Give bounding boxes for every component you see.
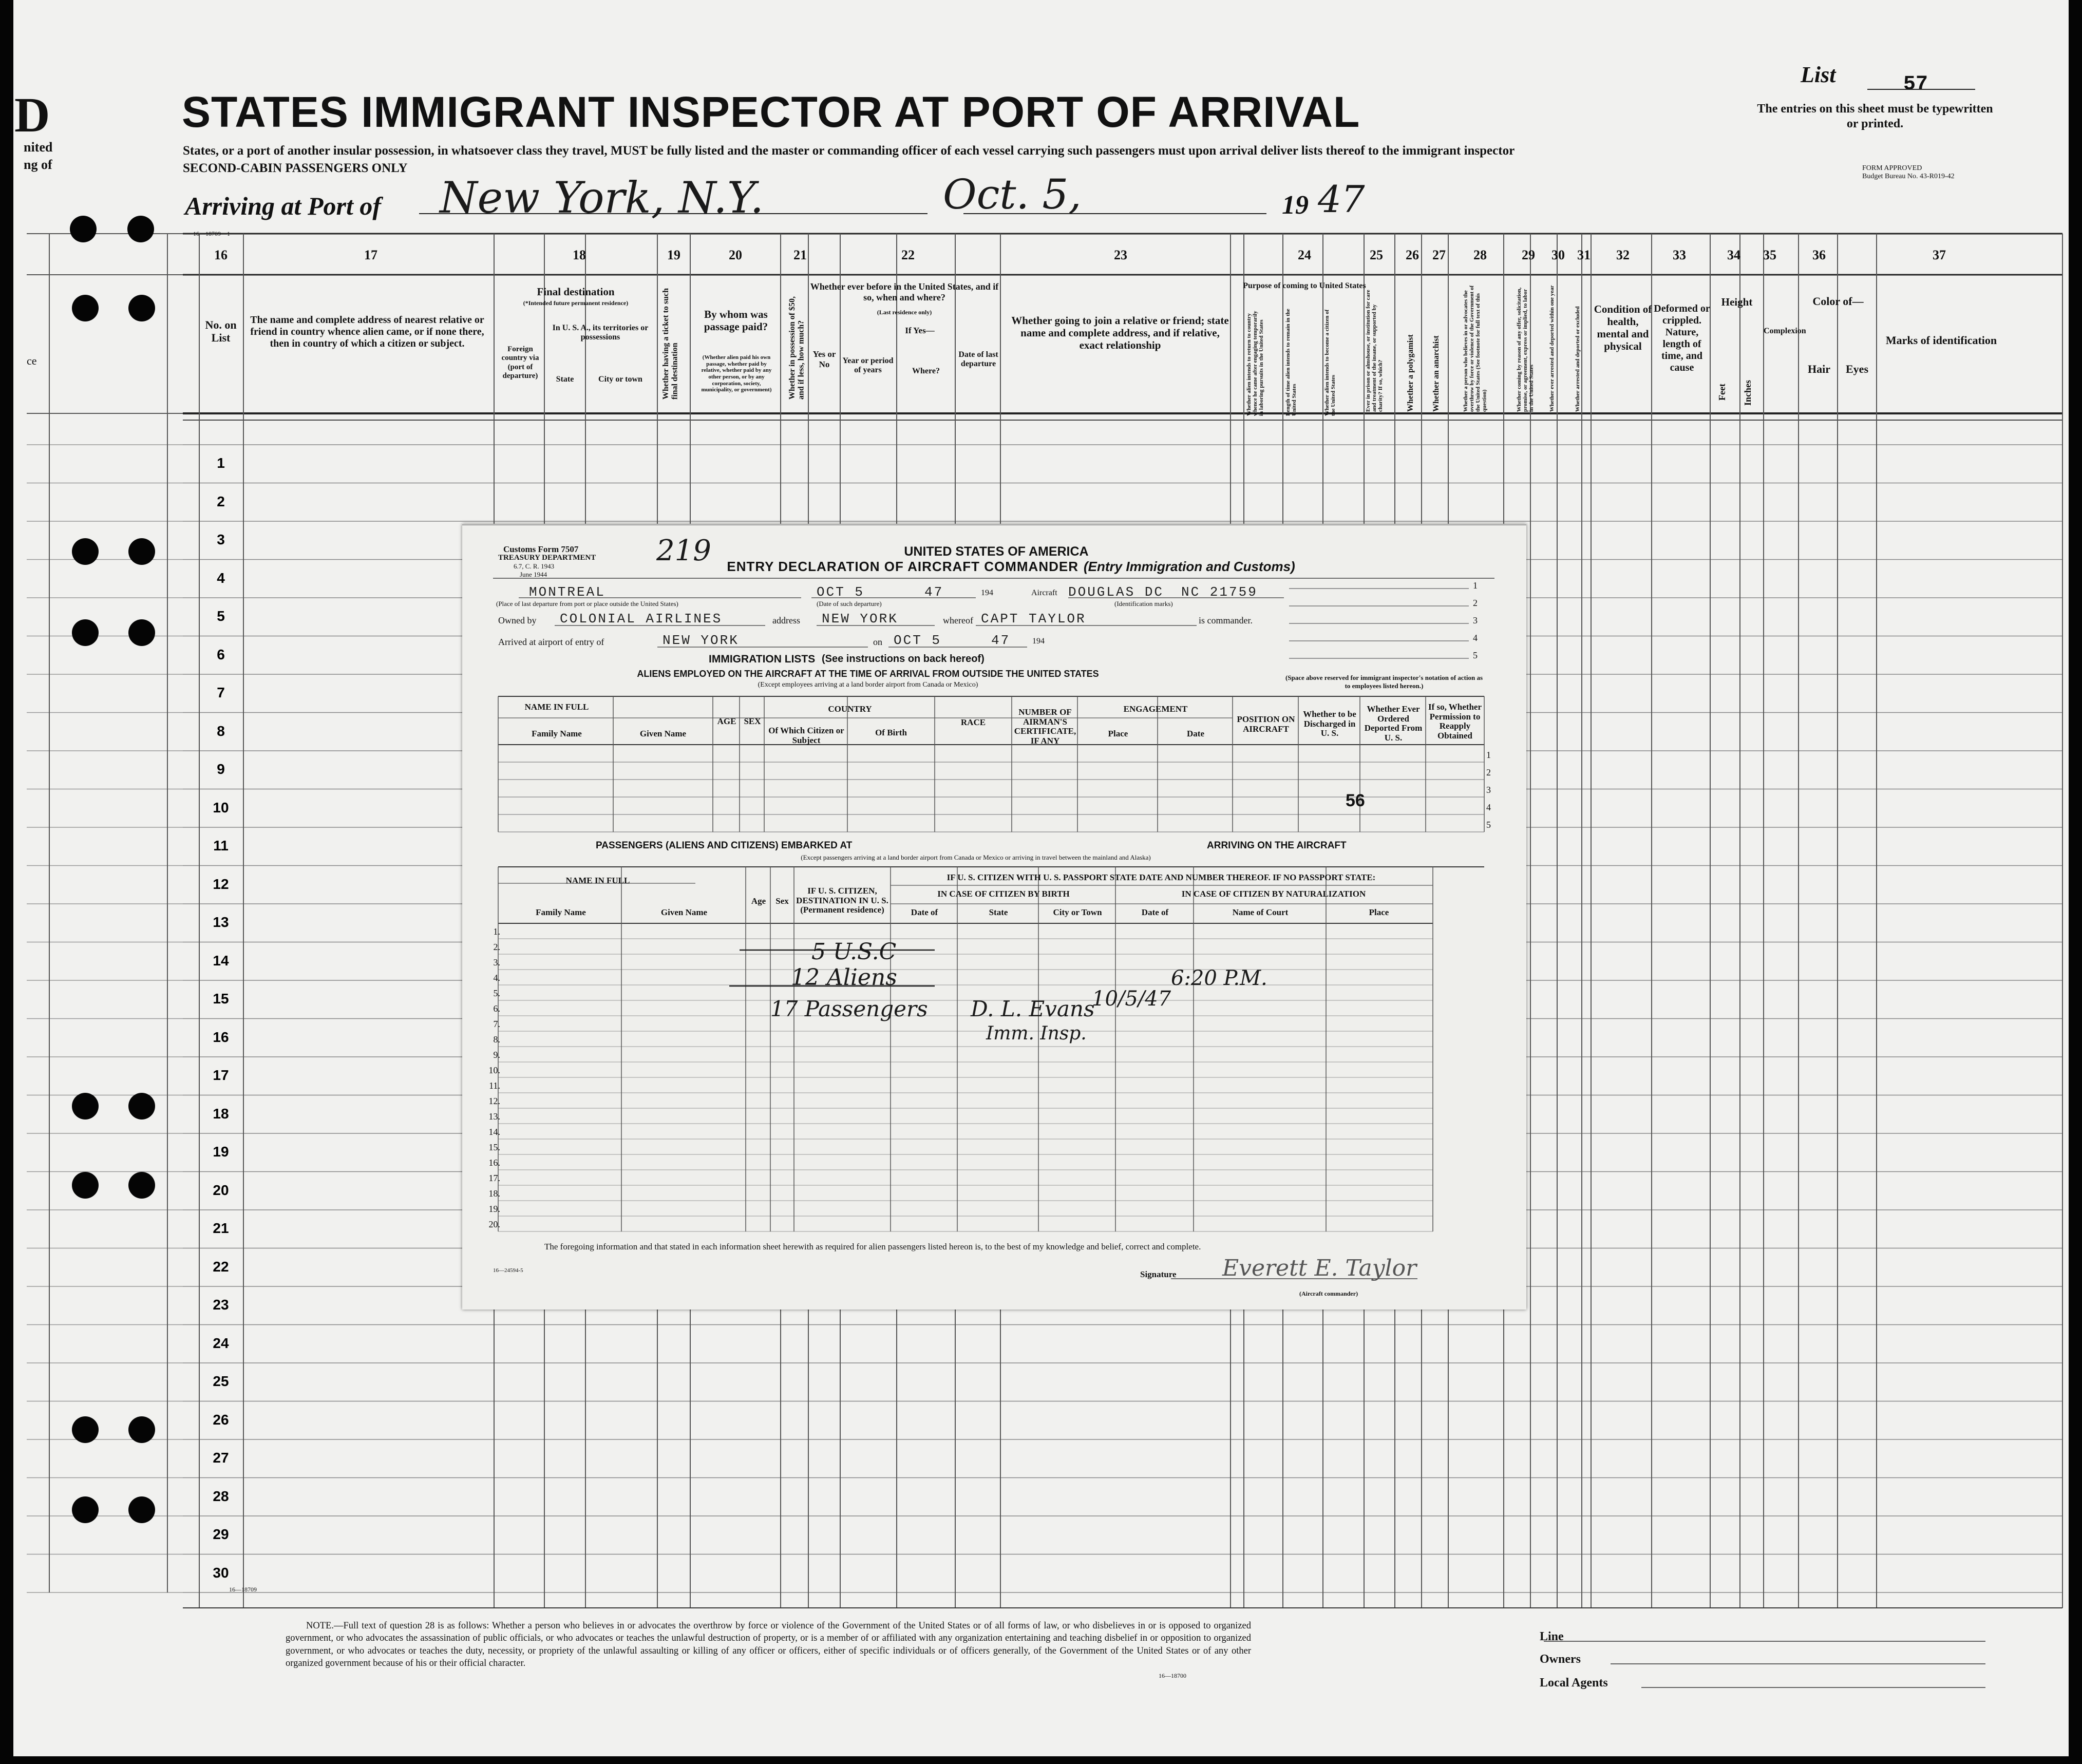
col-header-34-feet: Feet	[1717, 384, 1727, 401]
aliens-title: ALIENS EMPLOYED ON THE AIRCRAFT AT THE TIME OF ARRIVAL FROM OUTSIDE THE UNITED STATES	[637, 669, 1099, 679]
punch-hole	[128, 1093, 155, 1120]
crew-header-position: POSITION ON AIRCRAFT	[1237, 714, 1295, 734]
owners-label: Owners	[1540, 1653, 1581, 1666]
col-header-24-a: Whether alien intends to return to country whence he came after engaging temporarily in laboring pursuits in the United States	[1246, 311, 1265, 416]
row-number: 21	[213, 1220, 229, 1236]
col-header-31: Whether arrested and deported or excluded	[1575, 306, 1581, 412]
passenger-row-number: 20.	[488, 1219, 500, 1229]
left-edge-letter: D	[14, 87, 50, 142]
col-header-24-c: Whether alien intends to become a citizen of the United States	[1324, 309, 1337, 416]
col-header-22-year: Year or period of years	[842, 356, 894, 375]
crew-header-sex: SEX	[744, 716, 761, 726]
commander-name: CAPT TAYLOR	[981, 611, 1086, 627]
passenger-row-number: 6.	[493, 1003, 500, 1014]
crew-header-place: Place	[1108, 729, 1128, 738]
col-header-34-inches: Inches	[1743, 380, 1753, 406]
pass-header-destination: IF U. S. CITIZEN, DESTINATION IN U. S. (Permanent residence)	[796, 886, 888, 915]
col-header-22-date: Date of last departure	[958, 350, 998, 369]
pass-header-by-birth: IN CASE OF CITIZEN BY BIRTH	[937, 889, 1070, 899]
passenger-row-number: 5.	[493, 988, 500, 998]
row-number: 18	[213, 1105, 229, 1122]
col-number-29: 29	[1522, 248, 1535, 262]
aircraft-label: Aircraft	[1031, 589, 1057, 597]
whereof-label: whereof	[943, 615, 973, 625]
row-number: 5	[217, 608, 225, 624]
passenger-row-number: 7.	[493, 1019, 500, 1029]
departure-year: 47	[924, 584, 944, 600]
col-header-22-yesno: Yes or No	[812, 349, 836, 369]
handwritten-passengers: 17 Passengers	[770, 996, 928, 1021]
pass-header-sex: Sex	[775, 896, 789, 906]
form-code-note: 16—18700	[1159, 1672, 1186, 1679]
crew-header-country: COUNTRY	[828, 704, 872, 714]
reserved-line-number: 4	[1473, 633, 1478, 643]
pass-header-date-of-2: Date of	[1141, 907, 1169, 917]
col-number-22: 22	[901, 248, 915, 262]
col-number-32: 32	[1616, 248, 1630, 262]
passenger-row-number: 2.	[493, 942, 500, 952]
col-header-24: Purpose of coming to United States	[1243, 281, 1366, 290]
row-number: 7	[217, 685, 225, 700]
passenger-row-number: 4.	[493, 973, 500, 983]
col-number-17: 17	[364, 248, 377, 262]
row-number: 30	[213, 1564, 229, 1581]
col-header-22-sub: (Last residence only)	[877, 309, 932, 316]
owned-by-label: Owned by	[498, 615, 537, 625]
col-number-27: 27	[1432, 248, 1446, 262]
passenger-row-number: 10.	[488, 1065, 500, 1075]
on-label: on	[873, 637, 882, 647]
crew-row-number: 1	[1486, 750, 1491, 760]
col-header-20-sub: (Whether alien paid his own passage, whether paid by relative, whether paid by any other person, or by any corporation, society, municipality, or government)	[701, 354, 772, 393]
col-header-35: Complexion	[1764, 327, 1806, 335]
crew-header-date: Date	[1187, 729, 1204, 738]
arrived-label: Arrived at airport of entry of	[498, 637, 604, 647]
col-header-18-title: Final destination	[537, 286, 615, 298]
crew-header-race: RACE	[960, 717, 986, 727]
row-number: 11	[213, 838, 229, 853]
crew-header-age: AGE	[717, 716, 736, 726]
row-number: 27	[213, 1450, 229, 1466]
punch-hole	[128, 295, 155, 321]
col-header-36-eyes: Eyes	[1846, 363, 1868, 375]
row-number: 23	[213, 1297, 229, 1313]
owner-name: COLONIAL AIRLINES	[560, 611, 723, 627]
local-agents-label: Local Agents	[1540, 1676, 1608, 1690]
arriving-label: Arriving at Port of	[185, 192, 381, 220]
punch-hole	[128, 1172, 155, 1199]
row-number: 4	[217, 570, 225, 586]
row-number: 17	[213, 1067, 229, 1083]
col-header-33: Deformed or crippled. Nature, length of time, and cause	[1654, 303, 1710, 373]
row-number: 16	[213, 1029, 229, 1045]
commander-signature: Everett E. Taylor	[1222, 1255, 1417, 1281]
row-number: 14	[213, 952, 229, 969]
col-number-36: 36	[1812, 248, 1826, 262]
crew-header-certificate: NUMBER OF AIRMAN'S CERTIFICATE, IF ANY	[1014, 707, 1076, 746]
punch-hole	[128, 1416, 155, 1443]
pass-header-given: Given Name	[660, 907, 708, 917]
pass-header-court: Name of Court	[1232, 907, 1289, 917]
row-number: 15	[213, 991, 229, 1007]
col-header-no-on-list: No. on List	[205, 318, 237, 345]
pass-header-city: City or Town	[1053, 907, 1102, 917]
handwritten-usc: 5 U.S.C	[811, 939, 897, 965]
row-number: 9	[217, 761, 225, 777]
list-number: 57	[1903, 73, 1928, 96]
pass-header-place: Place	[1369, 907, 1389, 917]
commander-suffix: is commander.	[1199, 615, 1253, 625]
punch-hole	[128, 1496, 155, 1523]
col-number-31: 31	[1577, 248, 1591, 262]
passenger-row-number: 16.	[488, 1158, 500, 1168]
immigration-lists-title: IMMIGRATION LISTS	[709, 653, 816, 665]
passenger-row-number: 11.	[489, 1080, 500, 1091]
row-number: 1	[217, 455, 225, 471]
departure-place: MONTREAL	[529, 584, 605, 600]
col-number-35: 35	[1763, 248, 1776, 262]
form-approved: FORM APPROVED	[1862, 164, 1922, 172]
certification-text: The foregoing information and that stated in each information sheet herewith as required for alien passengers listed hereon is, to the best of my knowledge and belief, correct and complete.	[544, 1242, 1201, 1251]
handwritten-inspector-title: Imm. Insp.	[986, 1023, 1087, 1044]
col-header-30: Whether ever arrested and deported within one year	[1549, 285, 1555, 412]
punch-hole	[70, 216, 97, 242]
handwritten-date: 10/5/47	[1092, 987, 1171, 1011]
col-number-19: 19	[667, 248, 680, 262]
punch-hole	[72, 295, 99, 321]
crew-header-given: Given Name	[639, 729, 687, 738]
punch-hole	[72, 1496, 99, 1523]
row-number: 6	[217, 646, 225, 662]
owner-address: NEW YORK	[822, 611, 898, 627]
col-header-22-ifyes: If Yes—	[905, 326, 935, 335]
form-code-bottom: 16—18709	[229, 1586, 257, 1593]
arrival-airport: NEW YORK	[663, 633, 739, 648]
row-number: 10	[213, 799, 229, 815]
handwritten-time: 6:20 P.M.	[1171, 966, 1267, 990]
col-header-17: The name and complete address of nearest relative or friend in country whence alien came, or if none there, then in country of which a citizen or subject.	[250, 314, 484, 349]
punch-hole	[72, 619, 99, 646]
list-label: List	[1801, 62, 1836, 87]
col-number-23: 23	[1114, 248, 1127, 262]
passenger-row-number: 14.	[488, 1127, 500, 1137]
col-header-36-hair: Hair	[1808, 363, 1830, 375]
col-number-21: 21	[793, 248, 807, 262]
punch-hole	[127, 216, 154, 242]
form-date: June 1944	[520, 571, 547, 578]
year-suffix-2: 194	[1032, 637, 1045, 646]
departure-date: OCT 5	[817, 584, 865, 600]
col-header-26: Whether a polygamist	[1406, 334, 1415, 412]
crew-header-name: NAME IN FULL	[524, 702, 589, 712]
col-header-32: Condition of health, mental and physical	[1594, 303, 1652, 353]
crew-row-number: 3	[1486, 785, 1491, 795]
row-number: 2	[217, 493, 225, 509]
passengers-sub: (Except passengers arriving at a land border airport from Canada or Mexico or arriving in travel between the mainland and Alaska)	[801, 853, 1151, 861]
col-header-27: Whether an anarchist	[1432, 335, 1441, 412]
year-prefix: 19	[1282, 191, 1309, 220]
punch-hole	[72, 538, 99, 565]
declaration-country: UNITED STATES OF AMERICA	[904, 544, 1089, 559]
pass-header-state: State	[989, 907, 1008, 917]
reserved-line-number: 1	[1473, 580, 1478, 591]
arrival-year: 47	[991, 633, 1011, 648]
immigration-lists-sub: (See instructions on back hereof)	[822, 653, 985, 665]
handwritten-aliens: 12 Aliens	[791, 964, 897, 991]
passenger-row-number: 9.	[493, 1050, 500, 1060]
year-handwritten: 47	[1318, 178, 1365, 221]
declaration-title: ENTRY DECLARATION OF AIRCRAFT COMMANDER	[727, 559, 1078, 574]
aliens-sub: (Except employees arriving at a land border airport from Canada or Mexico)	[758, 681, 978, 689]
punch-hole	[128, 538, 155, 565]
caption-departure-date: (Date of such departure)	[817, 600, 882, 608]
col-number-16: 16	[214, 248, 228, 262]
row-number: 13	[213, 914, 229, 930]
col-header-21: Whether in possession of $50, and if less, how much?	[788, 296, 806, 400]
passenger-row-number: 8.	[493, 1034, 500, 1045]
manifest-subtitle: States, or a port of another insular possession, in whatsoever class they travel, MUST be fully listed and the master or commanding officer of each vessel carrying such passengers must upon arrival deliver lists thereof to the immigrant inspector	[183, 144, 1515, 158]
manifest-title: STATES IMMIGRANT INSPECTOR AT PORT OF ARRIVAL	[182, 88, 1360, 136]
col-number-28: 28	[1473, 248, 1487, 262]
pass-header-family: Family Name	[536, 907, 586, 917]
row-number: 28	[213, 1488, 229, 1504]
crew-row-number: 2	[1486, 767, 1491, 777]
crew-header-deported: Whether Ever Ordered Deported From U. S.	[1364, 704, 1423, 743]
col-number-33: 33	[1673, 248, 1686, 262]
passenger-row-number: 15.	[488, 1142, 500, 1152]
col-header-22-title: Whether ever before in the United States, and if so, when and where?	[810, 281, 999, 302]
declaration-title-sub: (Entry Immigration and Customs)	[1084, 559, 1295, 574]
treasury-department: TREASURY DEPARTMENT	[498, 554, 596, 562]
col-number-25: 25	[1370, 248, 1383, 262]
col-number-18: 18	[573, 248, 586, 262]
aircraft-registration: NC 21759	[1181, 584, 1258, 600]
left-edge-fragment-1: nited	[24, 140, 53, 155]
col-header-34: Height	[1721, 296, 1753, 308]
arrival-date: OCT 5	[894, 633, 942, 648]
aircraft-type: DOUGLAS DC	[1068, 584, 1164, 600]
row-number: 22	[213, 1258, 229, 1275]
row-number: 3	[217, 532, 225, 547]
date-handwritten: Oct. 5,	[943, 170, 1082, 218]
row-number: 19	[213, 1144, 229, 1160]
footnote: NOTE.—Full text of question 28 is as follows: Whether a person who believes in or advocates the overthrow by force or violence of the Government of the United States or of all forms of law, or who disbelieves in or is opposed to organized government, or who advocates the assassination of public officials, or who advocates or teaches the unlawful destruction of property, or is a member of or affiliated with any organization entertaining and teaching disbelief in or opposition to organized government, or who advocates or teaches the duty, necessity, or propriety of the unlawful assaulting or killing of any officer or officers, either of specific individuals or of officers generally, of the Government of the United States or of any other organized government because of his or their official character.	[286, 1621, 1251, 1669]
col-header-19: Whether having a ticket to such final destination	[661, 288, 679, 400]
left-edge-fragment-3: ce	[27, 354, 37, 367]
budget-bureau: Budget Bureau No. 43-R019-42	[1862, 173, 1955, 180]
col-header-18-usa: In U. S. A., its territories or possessions	[552, 324, 649, 342]
col-header-22-where: Where?	[912, 367, 940, 375]
passenger-row-number: 3.	[493, 957, 500, 968]
reserved-note: (Space above reserved for immigrant inspector's notation of action as to employees listed hereon.)	[1285, 674, 1483, 690]
address-label: address	[772, 615, 800, 625]
punch-hole	[72, 1093, 99, 1120]
port-handwritten: New York, N.Y.	[440, 173, 764, 223]
col-header-28: Whether a person who believes in or advocates the overthrow by force or violence of the Government of the United States (See footnote for full text of this question)	[1463, 285, 1488, 412]
pass-header-name: NAME IN FULL	[565, 876, 630, 885]
punch-hole	[72, 1172, 99, 1199]
crew-header-citizen: Of Which Citizen or Subject	[768, 726, 844, 745]
stamp-number: 219	[656, 534, 711, 567]
arriving-title: ARRIVING ON THE AIRCRAFT	[1207, 840, 1347, 851]
passenger-row-number: 18.	[488, 1188, 500, 1199]
list-note: The entries on this sheet must be typewritten or printed.	[1757, 102, 1993, 130]
row-number: 25	[213, 1373, 229, 1389]
row-number: 12	[213, 876, 229, 892]
col-header-23: Whether going to join a relative or friend; state name and complete address, and if relative, exact relationship	[1011, 314, 1229, 352]
col-header-18-city: City or town	[598, 375, 642, 384]
reserved-line-number: 2	[1473, 598, 1478, 608]
left-edge-fragment-2: ng of	[24, 157, 52, 172]
crew-row-number: 4	[1486, 802, 1491, 812]
entry-declaration-card	[462, 524, 1526, 1310]
col-header-36: Color of—	[1812, 295, 1864, 308]
row-number: 24	[213, 1335, 229, 1351]
crew-header-reapply: If so, Whether Permission to Reapply Obtained	[1428, 702, 1482, 741]
col-number-34: 34	[1727, 248, 1740, 262]
pass-header-age: Age	[751, 896, 766, 906]
pass-header-date-of: Date of	[911, 907, 938, 917]
col-header-18-state: State	[556, 375, 574, 384]
handwritten-inspector: D. L. Evans	[971, 996, 1095, 1021]
caption-identification: (Identification marks)	[1114, 600, 1173, 608]
passenger-row-number: 1.	[493, 926, 500, 937]
col-header-37: Marks of identification	[1885, 334, 1997, 347]
col-header-25: Ever in prison or almshouse, or institution for care and treatment of the insane, or supported by charity? If so, which?	[1365, 290, 1384, 412]
caption-departure-place: (Place of last departure from port or place outside the United States)	[496, 600, 678, 608]
col-header-20: By whom was passage paid?	[704, 308, 768, 333]
signature-label: Signature	[1140, 1269, 1177, 1279]
pass-header-by-naturalization: IN CASE OF CITIZEN BY NATURALIZATION	[1181, 889, 1366, 899]
punch-hole	[128, 619, 155, 646]
col-header-18-foreign: Foreign country via (port of departure)	[501, 345, 539, 380]
crew-header-discharged: Whether to be Discharged in U. S.	[1303, 709, 1356, 738]
signature-caption: (Aircraft commander)	[1299, 1290, 1358, 1297]
passengers-title: PASSENGERS (ALIENS AND CITIZENS) EMBARKED AT	[596, 840, 853, 851]
passenger-row-number: 19.	[488, 1204, 500, 1214]
crew-row-number: 5	[1486, 820, 1491, 830]
form-code-top: 16—18709—1	[193, 230, 230, 237]
row-number: 29	[213, 1526, 229, 1542]
reserved-line-number: 3	[1473, 615, 1478, 625]
col-header-24-b: Length of time alien intends to remain in the United States	[1285, 309, 1298, 416]
col-number-26: 26	[1406, 248, 1419, 262]
passenger-row-number: 17.	[488, 1173, 500, 1183]
customs-form-number: Customs Form 7507	[503, 544, 579, 554]
row-number: 26	[213, 1411, 229, 1428]
row-number: 8	[217, 723, 225, 739]
stamp-56: 56	[1346, 791, 1365, 810]
crew-header-family: Family Name	[532, 729, 582, 738]
passenger-row-number: 13.	[488, 1111, 500, 1122]
crew-header-engagement: ENGAGEMENT	[1123, 704, 1188, 714]
col-header-29: Whether coming by reason of any offer, solicitation, promise, or agreement, express or implied, to labor in the United States	[1516, 287, 1535, 412]
col-number-30: 30	[1551, 248, 1565, 262]
crew-header-birth: Of Birth	[875, 728, 907, 737]
col-number-24: 24	[1298, 248, 1311, 262]
col-number-37: 37	[1933, 248, 1946, 262]
passenger-row-number: 12.	[488, 1096, 500, 1106]
reserved-line-number: 5	[1473, 650, 1478, 660]
second-cabin-label: SECOND-CABIN PASSENGERS ONLY	[183, 161, 408, 175]
row-number: 20	[213, 1182, 229, 1198]
year-suffix-1: 194	[981, 589, 993, 597]
card-form-code: 16—24594-5	[493, 1267, 523, 1274]
cfr-reference: 6.7, C. R. 1943	[514, 562, 555, 570]
col-header-18-sub: (*Intended future permanent residence)	[523, 299, 629, 307]
punch-hole	[72, 1416, 99, 1443]
col-number-20: 20	[729, 248, 742, 262]
pass-header-passport: IF U. S. CITIZEN WITH U. S. PASSPORT STATE DATE AND NUMBER THEREOF. IF NO PASSPORT STATE:	[947, 872, 1376, 882]
line-label: Line	[1540, 1630, 1564, 1643]
